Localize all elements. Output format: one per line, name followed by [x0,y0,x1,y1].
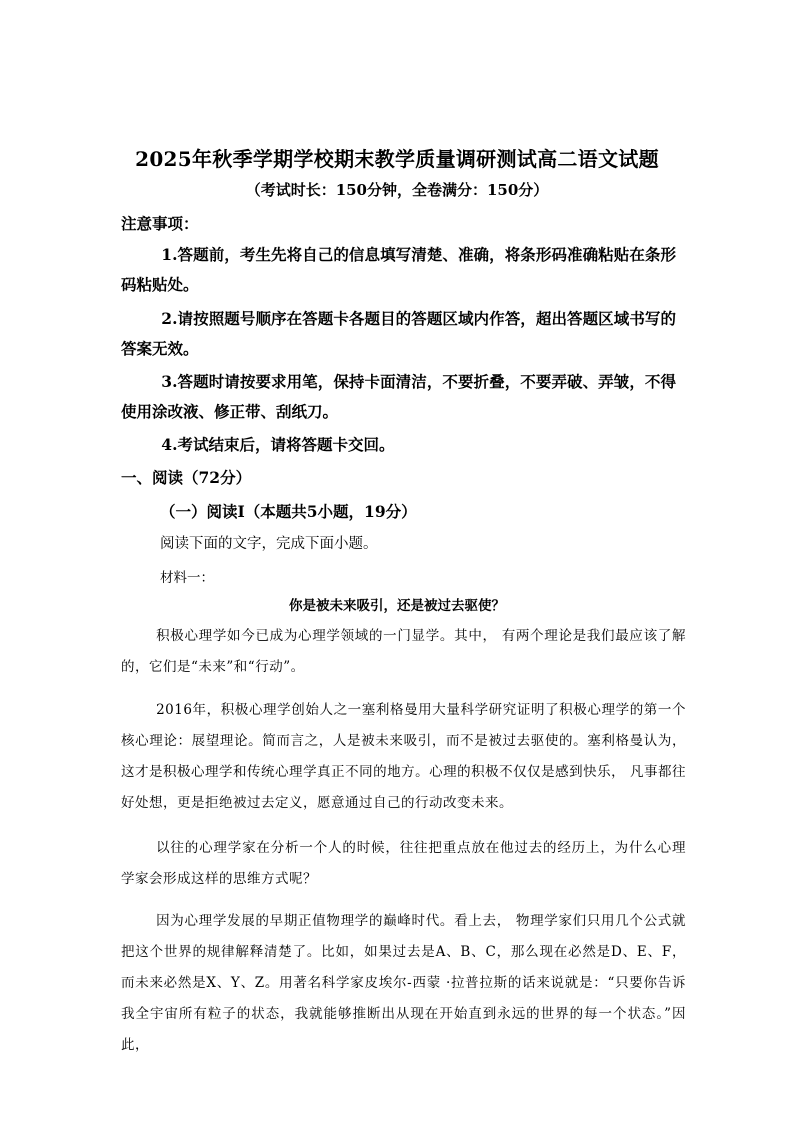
article-paragraph-2: 2016年，积极心理学创始人之一塞利格曼用大量科学研究证明了积极心理学的第一个核心理论：展望理论。简而言之，人是被未来吸引，而不是被过去驱使的。塞利格曼认为，这才是积极心理学和传统心理学真正不同的地方。心理的积极不仅仅是感到快乐， 凡事都往好处想，更是拒绝被过去定义，愿意通过自己的行动改变未来。 [121,702,686,811]
section-heading: 一、阅读（72分） [121,468,252,487]
notice-item-3: 3.答题时请按要求用笔，保持卡面清洁，不要折叠，不要弄破、弄皱，不得使用涂改液、修正带、刮纸刀。 [121,372,676,421]
material-label: 材料一： [160,570,214,586]
article-paragraph-1: 积极心理学如今已成为心理学领域的一门显学。其中， 有两个理论是我们最应该了解的，它们是“未来”和“行动”。 [121,628,686,675]
notice-heading: 注意事项： [121,214,199,233]
notice-item-4: 4.考试结束后，请将答题卡交回。 [161,435,395,454]
exam-title: 2025年秋季学期学校期末教学质量调研测试高二语文试题 [135,147,659,171]
exam-subtitle: （考试时长：150分钟，全卷满分：150分） [245,181,549,199]
article-title: 你是被未来吸引，还是被过去驱使？ [289,598,505,614]
article-paragraph-3: 以往的心理学家在分析一个人的时候，往往把重点放在他过去的经历上，为什么心理学家会形成这样的思维方式呢？ [121,840,686,887]
article-paragraph-4: 因为心理学发展的早期正值物理学的巅峰时代。看上去， 物理学家们只用几个公式就把这个世界的规律解释清楚了。比如，如果过去是A、B、C，那么现在必然是D、E、F，而未来必然是X、Y、Z。用著名科学家皮埃尔-西蒙 ·拉普拉斯的话来说就是：“只要你告诉我全宇宙所有粒子的状态，我就能够推断出从现在开始直到永远的世界的每一个状态。”因此， [121,913,686,1053]
notice-item-2: 2.请按照题号顺序在答题卡各题目的答题区域内作答，超出答题区域书写的答案无效。 [121,309,676,358]
notice-item-1: 1.答题前，考生先将自己的信息填写清楚、准确，将条形码准确粘贴在条形码粘贴处。 [121,245,676,294]
subsection-heading: （一）阅读Ⅰ（本题共5小题，19分） [160,502,417,521]
reading-instruction: 阅读下面的文字，完成下面小题。 [160,536,378,552]
